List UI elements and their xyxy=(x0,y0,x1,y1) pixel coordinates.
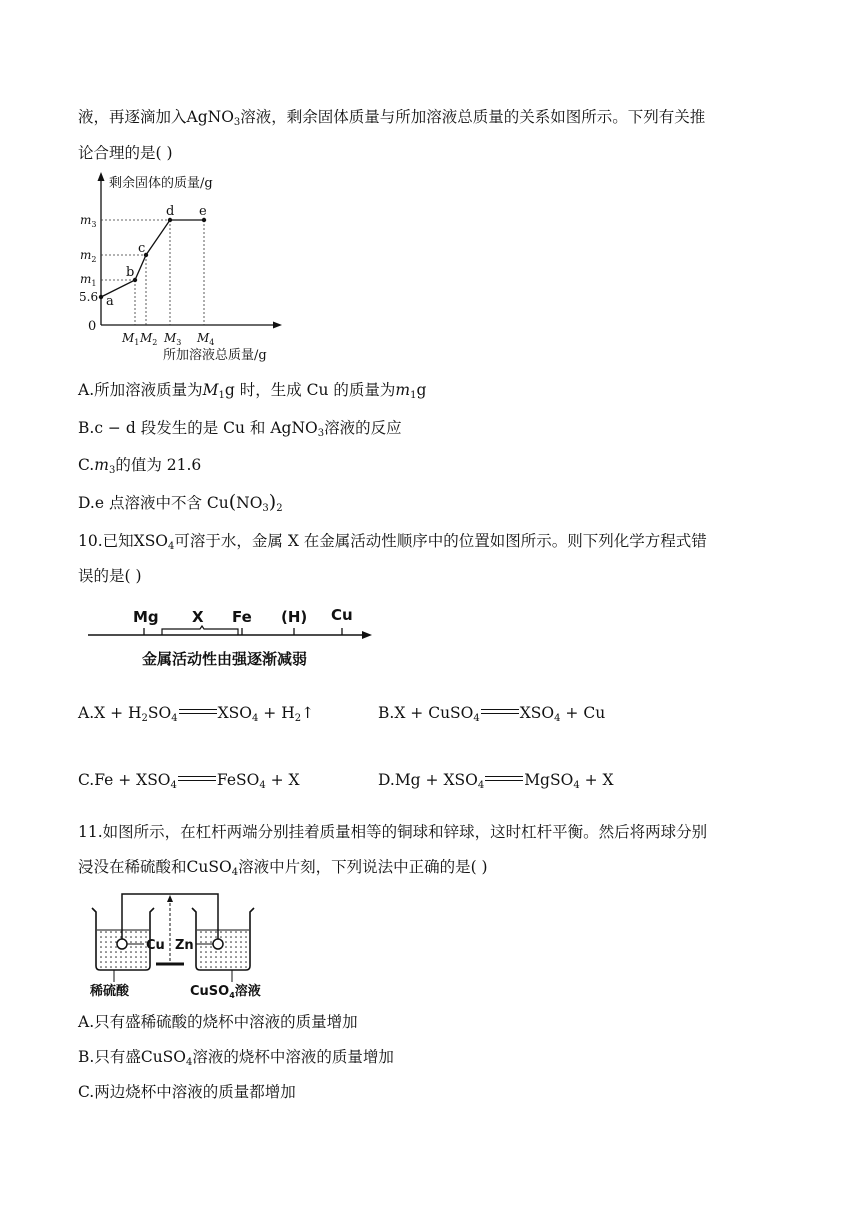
metal-mg: Mg xyxy=(133,608,159,626)
q11-lever-beaker-diagram xyxy=(84,890,270,998)
y-tick-m2: $m_2$ xyxy=(80,248,97,264)
point-a xyxy=(99,295,103,299)
q11-option-c[interactable]: C.两边烧杯中溶液的质量都增加 xyxy=(78,1083,296,1101)
q10-stem-line1: 10.已知$XSO_4$可溶于水，金属 X 在金属活动性顺序中的位置如图所示。则下列化学方程式错 xyxy=(78,532,707,552)
metal-x: X xyxy=(192,608,204,626)
zinc-ball xyxy=(213,939,223,949)
label-e: e xyxy=(199,204,207,219)
q9-chart xyxy=(78,170,293,365)
right-liquid xyxy=(197,930,249,969)
q9-stem-line2: 论合理的是( ) xyxy=(78,144,173,162)
q9-option-d[interactable]: D.e 点溶液中不含 $Cu(NO_3)_2$ xyxy=(78,491,283,514)
cu-label: Cu xyxy=(146,938,165,953)
q11-option-b[interactable]: B.只有盛CuSO$_4$溶液的烧杯中溶液的质量增加 xyxy=(78,1048,394,1068)
q10-activity-series-diagram xyxy=(86,598,378,674)
series-caption: 金属活动性由强逐渐减弱 xyxy=(142,650,308,668)
x-range-brace xyxy=(162,626,238,635)
x-tick-M4: $M_4$ xyxy=(197,331,215,347)
y-axis-label: 剩余固体的质量/g xyxy=(109,176,213,191)
q10-option-c[interactable]: $C.Fe + XSO_4$ FeSO$_4$ + X xyxy=(78,771,300,791)
equals-sign xyxy=(485,776,523,781)
x-axis-label: 所加溶液总质量/g xyxy=(163,348,267,363)
q11-option-a[interactable]: A.只有盛稀硫酸的烧杯中溶液的质量增加 xyxy=(78,1013,358,1031)
q9-stem-line1: 液，再逐滴加入AgNO$_3$溶液，剩余固体质量与所加溶液总质量的关系如图所示。下列有关推 xyxy=(78,108,706,128)
copper-ball xyxy=(117,939,127,949)
label-c: c xyxy=(138,241,146,256)
x-tick-M3: $M_3$ xyxy=(164,331,182,347)
metal-cu: Cu xyxy=(331,606,353,624)
q9-option-c[interactable]: $C.m_3$的值为 21.6 xyxy=(78,456,202,476)
support-arrow xyxy=(167,895,173,902)
y-tick-m3: $m_3$ xyxy=(80,213,97,229)
right-beaker-label: CuSO$_4$溶液 xyxy=(190,984,261,998)
q10-stem-line2: 误的是( ) xyxy=(78,567,142,585)
guide-lines xyxy=(101,220,204,325)
equals-sign xyxy=(481,709,519,714)
x-tick-M2: $M_2$ xyxy=(140,331,158,347)
equals-sign xyxy=(179,709,217,714)
x-axis-arrow xyxy=(273,322,282,329)
label-a: a xyxy=(106,294,114,309)
label-b: b xyxy=(126,265,135,280)
q10-option-b[interactable]: B.X + CuSO$_4$ $XSO_4 + Cu$ xyxy=(378,704,606,724)
data-line xyxy=(101,220,204,297)
label-d: d xyxy=(166,204,175,219)
q10-option-d[interactable]: $D.Mg + XSO_4$ MgSO$_4$ + X xyxy=(378,771,614,791)
q9-option-b[interactable]: B.c − d 段发生的是 Cu 和 AgNO$_3$溶液的反应 xyxy=(78,419,402,439)
y-tick-m1: $m_1$ xyxy=(80,272,97,288)
x-tick-M1: $M_1$ xyxy=(122,331,140,347)
q10-option-a[interactable]: $A.X + H_2SO_4$ $XSO_4$ + $H_2↑$ xyxy=(78,704,315,724)
y-tick-start: 5.6 xyxy=(79,290,99,304)
gas-arrow-icon: ↑ xyxy=(301,704,315,722)
y-axis-arrow xyxy=(98,172,105,181)
q9-option-a[interactable]: A.所加溶液质量为$M_1g$ 时，生成 Cu 的质量为$m_1g$ xyxy=(78,381,427,401)
zn-label: Zn xyxy=(175,938,194,953)
equals-sign xyxy=(178,776,216,781)
q11-stem-line1: 11.如图所示，在杠杆两端分别挂着质量相等的铜球和锌球，这时杠杆平衡。然后将两球分别 xyxy=(78,823,708,841)
metal-fe: Fe xyxy=(232,608,252,626)
origin-label: 0 xyxy=(88,319,97,334)
q11-stem-line2: 浸没在稀硫酸和CuSO$_4$溶液中片刻，下列说法中正确的是( ) xyxy=(78,858,488,878)
metal-h: (H) xyxy=(281,608,308,626)
left-beaker-label: 稀硫酸 xyxy=(90,984,130,998)
series-arrow xyxy=(362,631,372,639)
